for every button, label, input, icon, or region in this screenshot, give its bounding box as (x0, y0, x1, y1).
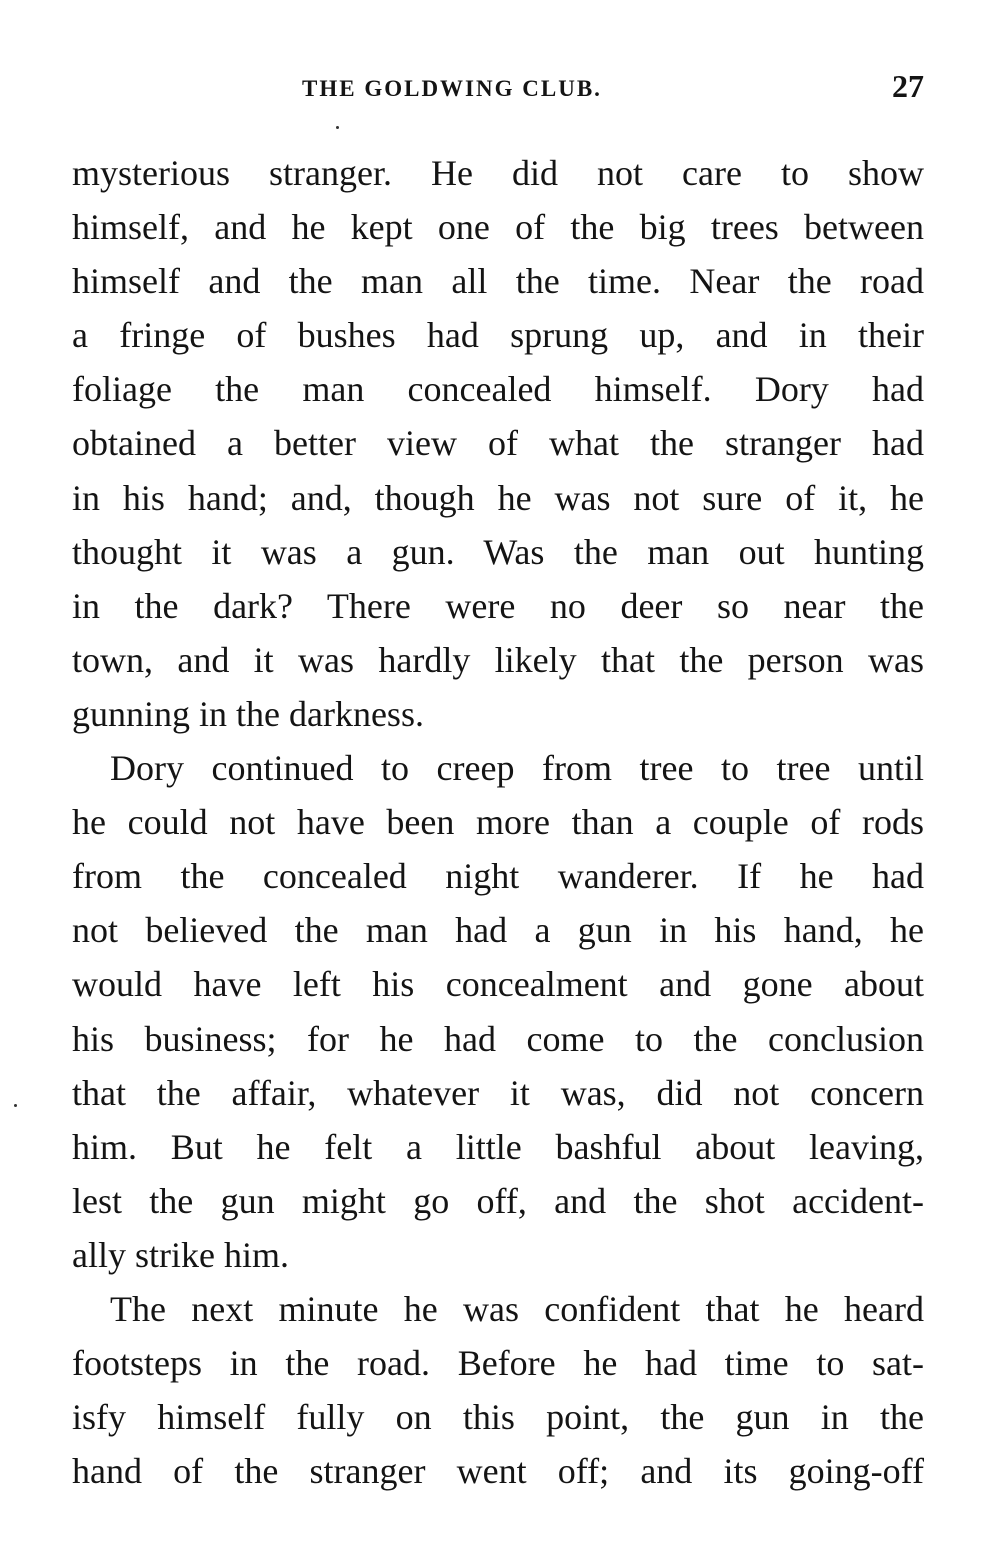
paragraph-1 (72, 146, 924, 741)
text-line: would have left his concealment and gone about (72, 964, 924, 1005)
text-line: not believed the man had a gun in his hand, he (72, 910, 924, 951)
text-line: ally strike him. (72, 1234, 289, 1275)
text-line: foliage the man concealed himself. Dory had (72, 369, 924, 410)
text-line: in his hand; and, though he was not sure of it, he (72, 477, 924, 518)
print-speck (336, 126, 339, 129)
text-line: obtained a better view of what the stranger had (72, 423, 924, 464)
text-line: he could not have been more than a couple of rods (72, 802, 924, 843)
text-line: him. But he felt a little bashful about leaving, (72, 1126, 924, 1167)
text-line: his business; for he had come to the conclusion (72, 1018, 924, 1059)
paragraph-2 (72, 741, 924, 1282)
text-line: from the concealed night wanderer. If he had (72, 856, 924, 897)
text-line: a fringe of bushes had sprung up, and in their (72, 315, 924, 356)
text-line: mysterious stranger. He did not care to show (72, 153, 924, 193)
text-line: hand of the stranger went off; and its going-off (72, 1451, 924, 1492)
print-speck (14, 1104, 17, 1107)
paragraph-3 (72, 1282, 924, 1498)
page-number: 27 (892, 68, 924, 104)
running-title: THE GOLDWING CLUB. (302, 76, 602, 101)
text-line: The next minute he was confident that he heard (110, 1288, 924, 1329)
text-line: thought it was a gun. Was the man out hunting (72, 531, 924, 572)
text-line: that the affair, whatever it was, did not concern (72, 1072, 924, 1113)
text-line: isfy himself fully on this point, the gun in the (72, 1397, 924, 1438)
text-line: footsteps in the road. Before he had time to sat- (72, 1343, 924, 1384)
text-line: Dory continued to creep from tree to tree until (110, 748, 924, 789)
running-head (72, 64, 924, 114)
text-line: himself and the man all the time. Near the road (72, 261, 924, 302)
text-line: in the dark? There were no deer so near the (72, 585, 924, 626)
body-text (72, 146, 924, 1498)
text-line: lest the gun might go off, and the shot accident- (72, 1180, 924, 1221)
text-line: town, and it was hardly likely that the person was (72, 639, 924, 680)
text-line: himself, and he kept one of the big trees between (72, 207, 924, 248)
text-line: gunning in the darkness. (72, 693, 424, 734)
